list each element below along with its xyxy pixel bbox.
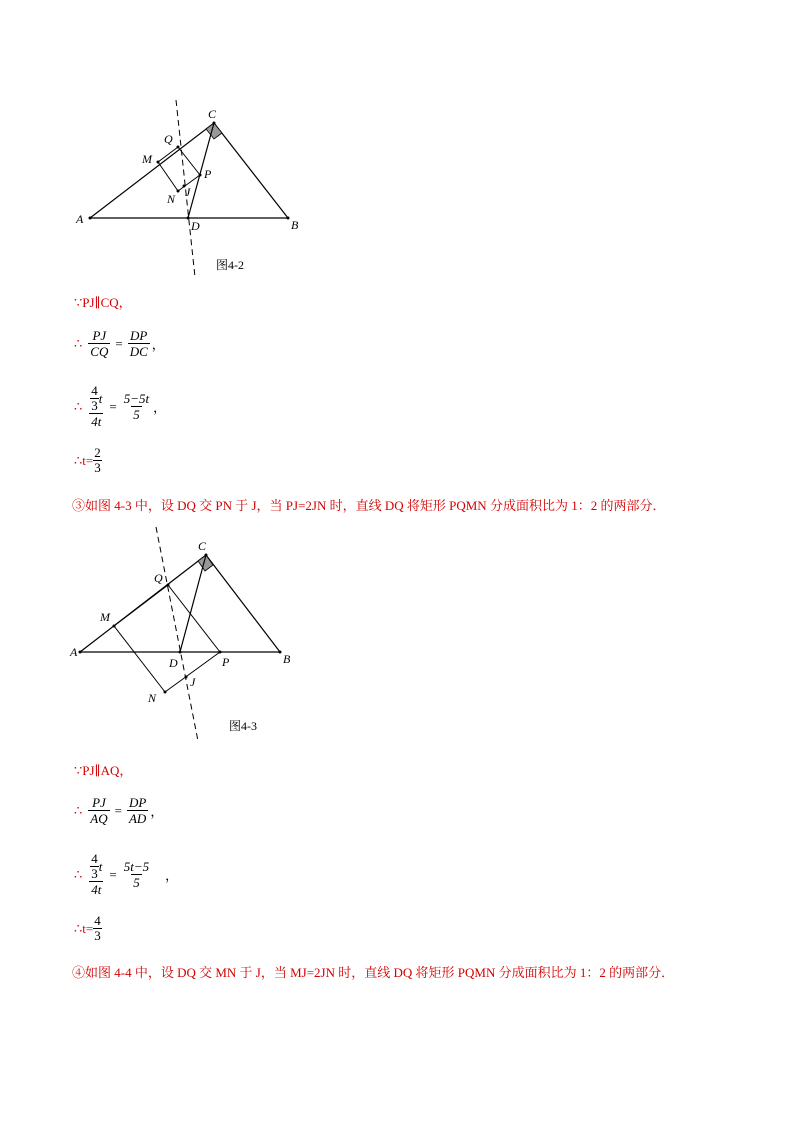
comma: ， xyxy=(153,400,167,415)
fraction-dp-dc xyxy=(128,328,150,359)
segment-cb xyxy=(214,123,288,218)
equation-line-2 xyxy=(74,852,178,897)
equals-sign: = xyxy=(109,866,117,882)
denominator: DC xyxy=(129,344,148,359)
compound-numerator xyxy=(88,384,104,413)
case-3-text: ③如图 4-3 中，设 DQ 交 PN 于 J，当 PJ=2JN 时，直线 DQ 将矩形 PQMN 分成面积比为 1：2 的两部分． xyxy=(72,498,666,513)
label-b: B xyxy=(283,652,291,666)
ratio-line-2 xyxy=(74,795,163,826)
because-text: ∵PJ∥AQ， xyxy=(74,763,133,778)
denominator: AD xyxy=(128,811,147,826)
point-n xyxy=(177,190,180,193)
label-d: D xyxy=(169,656,178,670)
label-c: C xyxy=(198,539,207,553)
numerator: PJ xyxy=(92,795,106,810)
point-d xyxy=(179,651,182,654)
point-a xyxy=(79,651,82,654)
numerator: 4 xyxy=(91,383,98,398)
therefore-symbol: ∴ xyxy=(74,398,83,414)
equals-sign: = xyxy=(114,802,122,818)
result-fraction xyxy=(93,446,102,475)
fraction-right xyxy=(122,859,151,890)
compound-fraction xyxy=(88,852,104,897)
label-a: A xyxy=(70,645,78,659)
numerator: DP xyxy=(128,795,147,810)
point-c xyxy=(213,122,216,125)
rect-mq xyxy=(114,585,168,626)
comma: ， xyxy=(150,804,164,819)
denominator: AQ xyxy=(90,811,108,826)
because-line-1 xyxy=(74,292,132,311)
label-p: P xyxy=(204,167,212,181)
point-c xyxy=(205,554,208,557)
point-p xyxy=(199,174,202,177)
segment-cb xyxy=(206,555,280,652)
point-b xyxy=(287,217,290,220)
point-m xyxy=(157,161,160,164)
numerator: 4 xyxy=(91,851,98,866)
fraction-pj-cq xyxy=(88,328,110,359)
point-j xyxy=(185,676,188,679)
figure-4-3 xyxy=(68,525,338,745)
denominator: 3 xyxy=(91,398,98,413)
four-thirds xyxy=(90,384,99,413)
rect-mn xyxy=(158,162,178,191)
denominator: 5 xyxy=(133,407,140,422)
label-d: D xyxy=(191,219,200,233)
therefore-symbol: ∴ xyxy=(74,802,83,818)
numerator: 2 xyxy=(94,445,101,460)
result-fraction xyxy=(93,914,102,943)
denominator: 4t xyxy=(91,414,102,429)
variable-t: t xyxy=(98,859,103,874)
dashed-line-dq xyxy=(156,527,198,741)
denominator: 3 xyxy=(91,866,98,881)
denominator: CQ xyxy=(90,344,109,359)
variable-t: t xyxy=(98,391,103,406)
ratio-line-1 xyxy=(74,328,165,359)
point-n xyxy=(164,691,167,694)
figure-caption: 图4-3 xyxy=(229,719,257,733)
figure-4-3-svg xyxy=(68,525,338,745)
label-j: J xyxy=(185,185,191,199)
result-prefix: ∴t= xyxy=(74,920,94,936)
denominator: 3 xyxy=(94,460,101,475)
case-4-text: ④如图 4-4 中，设 DQ 交 MN 于 J，当 MJ=2JN 时，直线 DQ 将矩形 PQMN 分成面积比为 1：2 的两部分． xyxy=(72,965,675,980)
rect-qp xyxy=(178,147,200,175)
fraction-right xyxy=(122,391,151,422)
therefore-symbol: ∴ xyxy=(74,335,83,351)
rect-mn xyxy=(114,626,165,692)
rect-mq xyxy=(158,147,178,162)
point-b xyxy=(279,651,282,654)
equals-sign: = xyxy=(109,398,117,414)
label-j: J xyxy=(190,675,196,689)
label-n: N xyxy=(148,691,157,705)
label-q: Q xyxy=(154,571,163,585)
because-line-2 xyxy=(74,760,132,779)
point-q xyxy=(167,584,170,587)
figure-4-2 xyxy=(70,95,330,280)
fraction-dp-ad xyxy=(127,795,148,826)
compound-fraction xyxy=(88,384,104,429)
point-m xyxy=(113,625,116,628)
comma: ， xyxy=(151,337,165,352)
label-b: B xyxy=(291,218,299,232)
result-line-1 xyxy=(74,446,102,475)
numerator: 5t−5 xyxy=(123,859,150,874)
figure-caption: 图4-2 xyxy=(216,258,244,272)
label-a: A xyxy=(76,212,84,226)
label-n: N xyxy=(167,192,176,206)
segment-cd xyxy=(180,555,206,652)
denominator: 3 xyxy=(94,928,101,943)
point-q xyxy=(177,146,180,149)
numerator: DP xyxy=(130,328,148,343)
rect-qp xyxy=(168,585,220,652)
comma: ， xyxy=(165,868,179,883)
because-text: ∵PJ∥CQ， xyxy=(74,295,132,310)
label-p: P xyxy=(222,655,230,669)
therefore-symbol: ∴ xyxy=(74,866,83,882)
numerator: PJ xyxy=(92,328,107,343)
result-prefix: ∴t= xyxy=(74,452,94,468)
equation-line-1 xyxy=(74,384,166,429)
four-thirds xyxy=(90,852,99,881)
point-a xyxy=(89,217,92,220)
label-m: M xyxy=(100,610,110,624)
label-c: C xyxy=(208,107,217,121)
right-angle-mark xyxy=(206,123,222,139)
label-q: Q xyxy=(164,132,173,146)
equals-sign: = xyxy=(115,335,123,351)
numerator: 4 xyxy=(94,913,101,928)
result-line-2 xyxy=(74,914,102,943)
point-d xyxy=(187,217,190,220)
denominator: 5 xyxy=(133,875,140,890)
point-p xyxy=(219,651,222,654)
compound-numerator xyxy=(88,852,104,881)
numerator: 5−5t xyxy=(123,391,150,406)
label-m: M xyxy=(142,152,152,166)
segment-ac xyxy=(90,123,214,218)
fraction-pj-aq xyxy=(88,795,109,826)
figure-4-2-svg xyxy=(70,95,330,280)
denominator: 4t xyxy=(91,882,102,897)
